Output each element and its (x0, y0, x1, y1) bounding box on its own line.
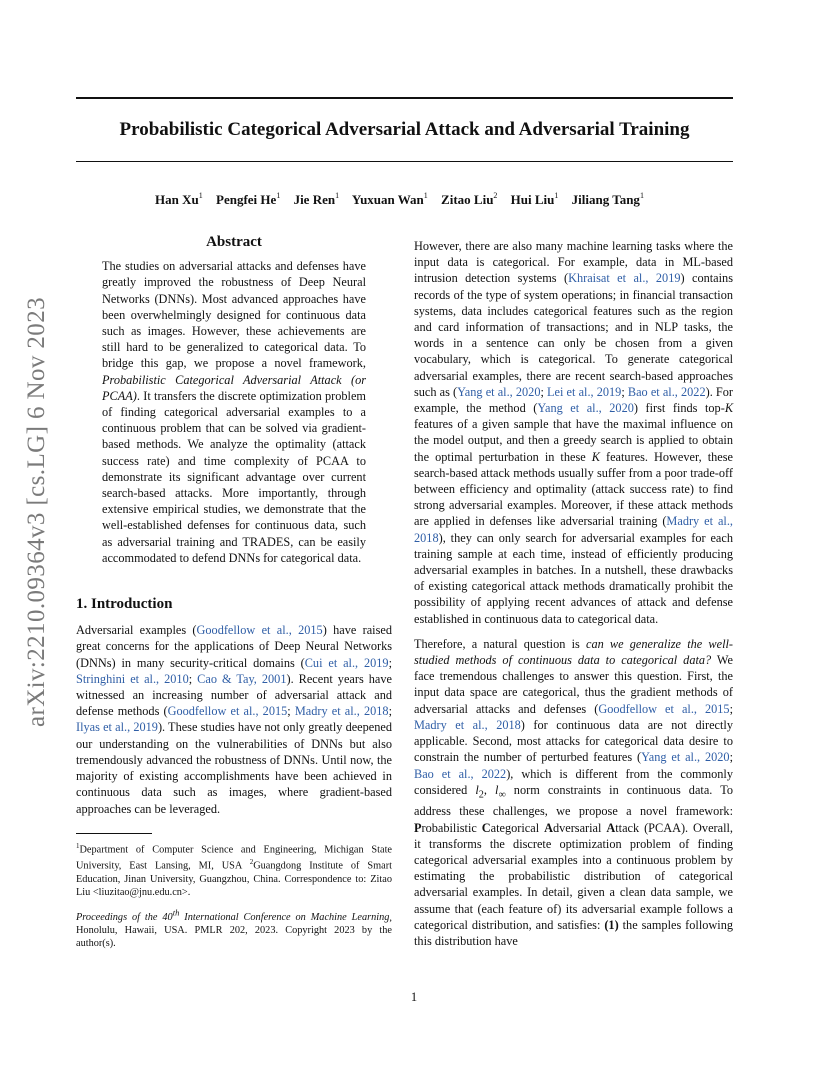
citation-link[interactable]: Madry et al., 2018 (414, 717, 521, 732)
citation-link[interactable]: Yang et al., 2020 (537, 401, 634, 416)
intro-paragraph: Adversarial examples (Goodfellow et al., 2015) have raised great concerns for the applications of Deep Neural Networks (DNNs) in many security-critical domains (Cui et al., 2019; Stringhini et al., 2010; Cao & Tay, 2001). Recent years have witnessed an increasing number of adversarial attack and defense methods (Goodfellow et al., 2015; Madry et al., 2018; Ilyas et al., 2019). These studies have not only greatly deepened our understanding on the vulnerabilities of DNNs but also tremendously advanced the robustness of DNNs. Until now, the majority of existing accomplishments have been achieved in continuous data such as images, where gradient-based approaches can be leveraged. (76, 623, 392, 816)
abstract-text: The studies on adversarial attacks and defenses have greatly improved the robustness of Deep Neural Networks (DNNs). Most advanced approaches have been overwhelmingly designed for continuous data such as images. However, these achievements are still hard to be generalized to categorical data. To bridge this gap, we propose a novel framework, Probabilistic Categorical Adversarial Attack (or PCAA). It transfers the discrete optimization problem of finding categorical adversarial examples to a continuous problem that can be solved via gradient-based methods. We analyze the optimality (attack success rate) and time complexity of PCAA to demonstrate its significant advantage over current search-based attacks. More importantly, through extensive empirical studies, we demonstrate that the well-established defenses for continuous data, such as adversarial training and TRADES, can be easily accommodated to defend DNNs for categorical data. (102, 259, 366, 565)
author: Yuxuan Wan$^1$ (351, 191, 428, 207)
citation-link[interactable]: Yang et al., 2020 (641, 750, 730, 765)
citation-link[interactable]: Stringhini et al., 2010 (76, 671, 189, 686)
citation-link[interactable]: Ilyas et al., 2019 (76, 720, 158, 735)
citation-link[interactable]: Goodfellow et al., 2015 (196, 623, 323, 638)
citation-link[interactable]: Cao & Tay, 2001 (197, 671, 287, 686)
paper-title: Probabilistic Categorical Adversarial Attack and Adversarial Training (119, 119, 690, 140)
author: Hui Liu$^1$ (510, 191, 559, 207)
author: Zitao Liu$^2$ (441, 191, 498, 207)
footnote-rule (76, 833, 152, 834)
title-rule-top (76, 97, 733, 99)
right-column (414, 238, 733, 949)
section-heading-introduction: 1. Introduction (76, 596, 173, 613)
citation-link[interactable]: Madry et al., 2018 (414, 514, 733, 545)
author-list (76, 191, 733, 208)
page-number: 1 (410, 990, 418, 1004)
author: Jie Ren$^1$ (293, 191, 340, 207)
author: Pengfei He$^1$ (216, 191, 281, 207)
citation-link[interactable]: Cui et al., 2019 (304, 655, 389, 670)
body-paragraph: Therefore, a natural question is can we generalize the well-studied methods of continuous data to categorical data? We face tremendous challenges to answer this question. First, the input data space are categorical, thus the gradient methods of adversarial attacks and defenses (Goodfellow et al., 2015; Madry et al., 2018) for continuous data are not directly applicable. Second, most attacks for categorical data desire to constrain the number of perturbed features (Yang et al., 2020; Bao et al., 2022), which is different from the commonly considered $l_2$, $l_\infty$ norm constraints in continuous data. To address these challenges, we propose a novel framework: Probabilistic Categorical Adversarial Attack (PCAA). Overall, it transforms the discrete optimization problem of finding categorical adversarial examples into a continuous problem by estimating the probabilistic distribution of categorical adversarial examples. In detail, given a clean data sample, we assume that (each feature of) its adversarial example follows a categorical distribution, and satisfies: (1) the samples following this distribution have (414, 636, 734, 948)
affiliation-footnote: $^1$Department of Computer Science and Engineering, Michigan State University, East Lansing, MI, USA $^2$Guangdong Institute of Smart Education, Jinan University, Guangzhou, China. Correspondence to: Zitao Liu <liuzitao@jnu.edu.cn>. (76, 841, 392, 898)
citation-link[interactable]: Goodfellow et al., 2015 (598, 701, 730, 716)
citation-link[interactable]: Yang et al., 2020 (457, 384, 541, 399)
title-rule-bottom (76, 161, 733, 162)
citation-link[interactable]: Goodfellow et al., 2015 (167, 704, 288, 719)
abstract-heading: Abstract (206, 234, 262, 250)
author: Jiliang Tang$^1$ (571, 191, 644, 207)
left-column (76, 234, 392, 960)
citation-link[interactable]: Khraisat et al., 2019 (568, 271, 681, 286)
author: Han Xu$^1$ (155, 191, 203, 207)
arxiv-identifier-stamp: arXiv:2210.09364v3 [cs.LG] 6 Nov 2023 (23, 296, 50, 728)
body-paragraph: However, there are also many machine learning tasks where the input data is categorical. For example, data in ML-based intrusion detection systems (Khraisat et al., 2019) contains records of the type of system operations; in financial transaction systems, data includes categorical features such as the region and card information of transactions; and in NLP tasks, the words in a sentence can only be chosen from a given vocabulary, which is categorical. To generate categorical adversarial examples, there are recent search-based approaches such as (Yang et al., 2020; Lei et al., 2019; Bao et al., 2022). For example, the method (Yang et al., 2020) first finds top-K features of a given sample that have the maximal influence on the model output, and then a greedy search is applied to obtain the optimal perturbation in these K features. However, these search-based attack methods usually suffer from a poor trade-off between efficiency and optimality (attack success rate) to find strong adversarial examples. Moreover, if these attack methods are applied in defenses like adversarial training (Madry et al., 2018), they can only search for adversarial examples for each training sample at each time, instead of efficiently producing adversarial examples in batches. In a nutshell, these drawbacks of existing categorical attack methods dramatically prohibit the possibility of applying recent advances of attack and defense established in continuous data to categorical data. (414, 239, 734, 626)
citation-link[interactable]: Bao et al., 2022 (627, 384, 706, 399)
citation-link[interactable]: Bao et al., 2022 (414, 766, 507, 781)
citation-link[interactable]: Madry et al., 2018 (294, 704, 389, 719)
citation-link[interactable]: Lei et al., 2019 (547, 384, 622, 399)
proceedings-note: Proceedings of the 40th International Conference on Machine Learning, Honolulu, Hawaii, USA. PMLR 202, 2023. Copyright 2023 by the author(s). (76, 907, 392, 949)
